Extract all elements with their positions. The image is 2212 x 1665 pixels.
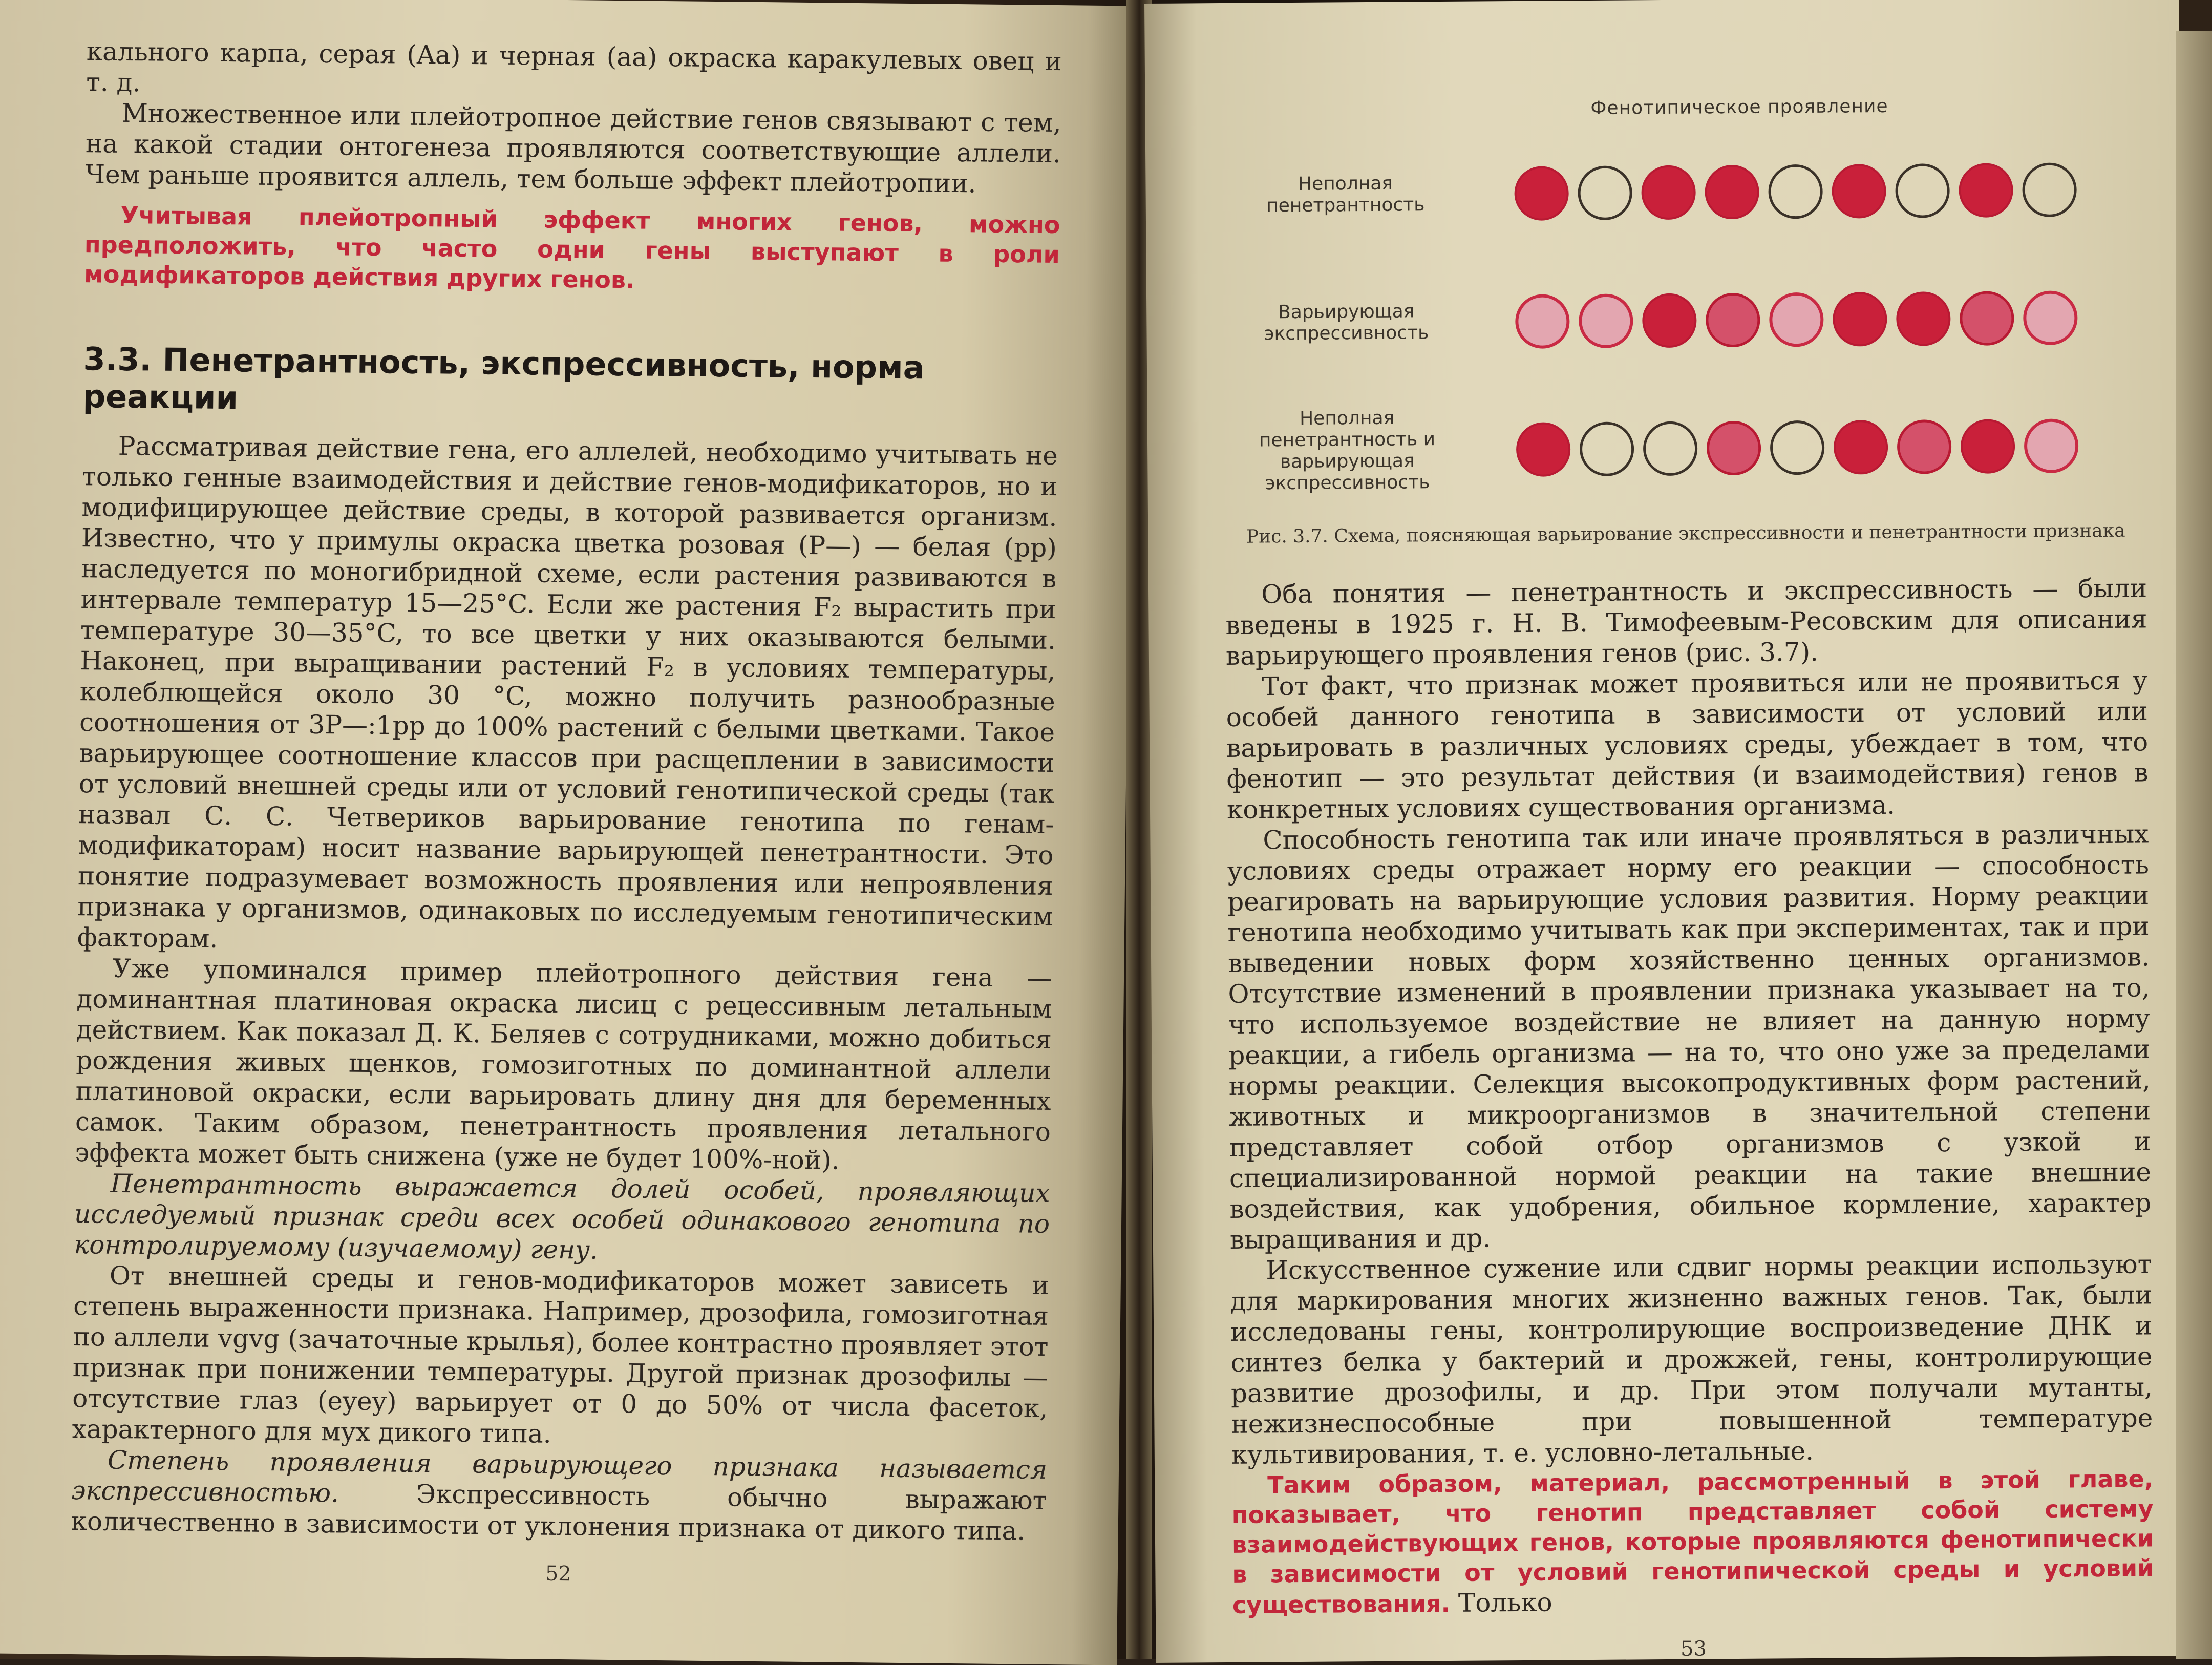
paragraph: Искусственное сужение или сдвиг нормы реакции используют для маркирования многих жизненно важных генов. Так, были исследованы гены, контролирующие воспроизведение ДНК и синтез белка у бактерий и дрожжей, гены, контролирующие развитие дрозофилы, и др. При этом получали мутанты, нежизнеспособные при повышенной температуре культивирования, т. е. условно-летальные. bbox=[1230, 1249, 2153, 1470]
phenotype-circle-empty bbox=[1643, 421, 1698, 476]
phenotype-circle-medium bbox=[1960, 291, 2014, 346]
phenotype-circle-full bbox=[1833, 292, 1887, 347]
definition-text: Степень проявления варьирующего признака называется экспрессивностью. bbox=[71, 1445, 1048, 1508]
figure-title: Фенотипическое проявление bbox=[1590, 95, 1888, 119]
phenotype-circle-empty bbox=[1578, 165, 1632, 220]
figure-row-expressivity bbox=[1223, 253, 2146, 388]
figure-row-label: Неполная пенетрантность и варьирующая экспрессивность bbox=[1259, 407, 1436, 494]
paragraph-text: Только bbox=[1450, 1587, 1552, 1618]
phenotype-circle-light bbox=[1769, 292, 1824, 347]
paragraph: Способность генотипа так или иначе проявляться в различных условиях среды отражает норму его реакции — способность реагировать на варьирующие условия развития. Норму реакции генотипа необходимо учитывать как при экспериментах, так и при выведении новых форм хозяйственно ценных организмов. Отсутствие изменений в проявлении признака указывает на то, что используемое воздействие не влияет на данную норму реакции, а гибель организма — на то, что оно уже за пределами нормы реакции. Селекция высокопродуктивных форм растений, животных и микроорганизмов в значительной степени представляет собой отбор организмов с узкой и специализированной нормой реакции на такие внешние воздействия, как удобрения, обильное кормление, характер выращивания и др. bbox=[1227, 819, 2152, 1255]
figure bbox=[1222, 94, 2146, 549]
phenotype-circle-empty bbox=[1770, 420, 1825, 475]
paragraph bbox=[1231, 1464, 2154, 1620]
paragraph bbox=[71, 1444, 1048, 1547]
circle-row bbox=[1514, 162, 2077, 221]
circle-row bbox=[1515, 290, 2078, 349]
phenotype-circle-light bbox=[2023, 290, 2078, 345]
phenotype-circle-full bbox=[1959, 163, 2013, 218]
phenotype-circle-medium bbox=[1897, 419, 1952, 474]
phenotype-circle-full bbox=[1832, 164, 1886, 219]
phenotype-circle-light bbox=[2024, 418, 2079, 473]
paragraph: кального карпа, серая (Aa) и черная (aa) окраска каракулевых овец и т. д. bbox=[86, 36, 1062, 98]
paragraph: Множественное или плейотропное действие генов связывают с тем, на какой стадии онтогенеза проявляются соответствующие аллели. Чем раньше проявится аллель, тем больше эффект плейотропии. bbox=[85, 98, 1061, 199]
circle-row bbox=[1516, 418, 2079, 477]
phenotype-circle-full bbox=[1961, 419, 2015, 474]
section-title: 3.3. Пенетрантность, экспрессивность, норма реакции bbox=[82, 340, 925, 417]
paragraph: Уже упоминался пример плейотропного действия гена — доминантная платиновая окраска лисиц с рецессивным летальным действием. Как показал Д. К. Беляев с сотрудниками, можно добиться рождения живых щенков, гомозиготных по доминантной аллели платиновой окраски, если варьировать длину дня для беременных самок. Таким образом, пенетрантность проявления летального эффекта может быть снижена (уже не будет 100%-ной). bbox=[75, 953, 1053, 1175]
page-number: 52 bbox=[545, 1562, 572, 1586]
phenotype-circle-full bbox=[1516, 422, 1571, 477]
phenotype-circle-full bbox=[1834, 420, 1888, 475]
phenotype-circle-medium bbox=[1706, 293, 1760, 348]
phenotype-circle-full bbox=[1514, 166, 1569, 221]
phenotype-circle-empty bbox=[2022, 162, 2077, 217]
figure-row-label: Варьирующая экспрессивность bbox=[1264, 301, 1429, 345]
phenotype-circle-full bbox=[1641, 165, 1696, 220]
page-edges bbox=[2176, 31, 2212, 1659]
phenotype-circle-light bbox=[1515, 294, 1570, 349]
figure-caption: Рис. 3.7. Схема, поясняющая варьирование экспрессивности и пенетрантности признака bbox=[1246, 520, 2125, 547]
figure-row-penetrance bbox=[1222, 125, 2145, 260]
paragraph: Рассматривая действие гена, его аллелей, необходимо учитывать не только генные взаимодействия и действие генов-модификаторов, но и модифицирующее действие среды, в которой развивается организм. Известно, что у примулы окраска цветка розовая (P—) — белая (pp) наследуется по моногибридной схеме, если растения развиваются в интервале температур 15—25°C. Если же растения F₂ вырастить при температуре 30—35°C, то все цветки у них оказываются белыми. Наконец, при выращивании растений F₂ в условиях температуры, колеблющейся около 30 °C, можно получить разнообразные соотношения от 3P—:1pp до 100% растений с белыми цветками. Такое варьирующее соотношение классов при расщеплении в зависимости от условий внешней среды или от условий генотипической среды (так назвал С. С. Четвериков варьирование генотипа по генам-модификаторам) носит название варьирующей пенетрантности. Это понятие подразумевает возможность проявления или непроявления признака у организмов, одинаковых по исследуемым генотипическим факторам. bbox=[77, 431, 1058, 954]
phenotype-circle-empty bbox=[1895, 163, 1950, 218]
paragraph: Оба понятия — пенетрантность и экспрессивность — были введены в 1925 г. Н. В. Тимофеевым-Ресовским для описания варьирующего проявления генов (рис. 3.7). bbox=[1225, 573, 2147, 671]
phenotype-circle-full bbox=[1896, 291, 1951, 346]
phenotype-circle-empty bbox=[1580, 421, 1634, 476]
figure-row-both bbox=[1224, 381, 2146, 516]
phenotype-circle-empty bbox=[1768, 164, 1823, 219]
figure-row-label: Неполная пенетрантность bbox=[1266, 173, 1425, 217]
phenotype-circle-light bbox=[1579, 293, 1633, 348]
paragraph-text: Экспрессивность обычно выражают количественно в зависимости от уклонения признака от дикого типа. bbox=[71, 1478, 1047, 1546]
highlighted-text: Таким образом, материал, рассмотренный в этой главе, показывает, что генотип представляет собой систему взаимодействующих генов, которые проявляются фенотипически в зависимости от условий генотипической среды и условий существования. bbox=[1231, 1465, 2154, 1619]
highlighted-paragraph: Учитывая плейотропный эффект многих генов, можно предположить, что часто одни гены выступают в роли модификаторов действия других генов. bbox=[84, 201, 1060, 294]
phenotype-circle-full bbox=[1705, 165, 1759, 220]
phenotype-circle-medium bbox=[1707, 421, 1761, 476]
page-number: 53 bbox=[1680, 1637, 1707, 1661]
right-page bbox=[1144, 0, 2190, 1663]
paragraph: Тот факт, что признак может проявиться или не проявиться у особей данного генотипа в зависимости от условий или варьировать в различных условиях среды, убеждает в том, что фенотип — это результат действия (и взаимодействия) генов в конкретных условиях существования организма. bbox=[1226, 665, 2149, 825]
paragraph: От внешней среды и генов-модификаторов может зависеть и степень выраженности признака. Например, дрозофила, гомозиготная по аллели vgvg (зачаточные крылья), более контрастно проявляет этот признак при понижении температуры. Другой признак дрозофилы — отсутствие глаз (eyey) варьирует от 0 до 50% от числа фасеток, характерного для мух дикого типа. bbox=[72, 1260, 1050, 1449]
phenotype-circle-full bbox=[1642, 293, 1697, 348]
definition-paragraph: Пенетрантность выражается долей особей, проявляющих исследуемый признак среди всех особей одинакового генотипа по контролируемому (изучаемому) гену. bbox=[74, 1168, 1050, 1265]
